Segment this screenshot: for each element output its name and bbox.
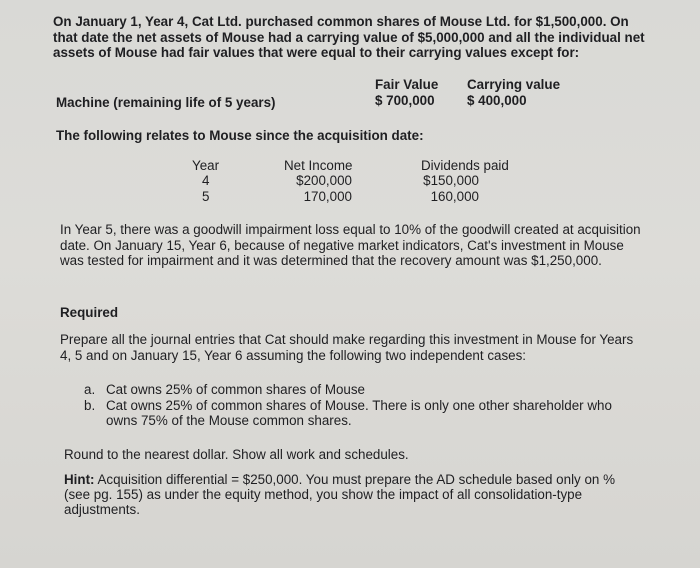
machine-fair-value: $ 700,000 <box>375 93 435 108</box>
prepare-paragraph: Prepare all the journal entries that Cat should make regarding this investment in Mouse for Years 4, 5 and on January 15, Year 6 assuming the following two independent cases: <box>60 332 634 363</box>
case-item <box>84 382 644 398</box>
dividends-cell: $150,000 <box>423 173 479 189</box>
year-cell: 5 <box>202 188 210 204</box>
net-income-header: Net Income <box>284 158 353 173</box>
carrying-value-header: Carrying value <box>467 77 561 92</box>
case-text: Cat owns 25% of common shares of Mouse. There is only one other shareholder who owns 75% of the Mouse common shares. <box>106 397 612 428</box>
net-income-cell: $200,000 <box>296 173 352 189</box>
impairment-paragraph: In Year 5, there was a goodwill impairment loss equal to 10% of the goodwill created at acquisition date. On January 15, Year 6, because of negative market indicators, Cat's investment in Mouse was tested for impairment and it was determined that the recovery amount was $1,250,000. <box>60 222 641 268</box>
case-marker: a. <box>84 382 96 397</box>
year-cell: 4 <box>202 173 210 189</box>
hint-label: Hint: <box>64 472 95 487</box>
machine-carrying-value: $ 400,000 <box>467 93 527 108</box>
case-marker: b. <box>84 397 96 413</box>
hint-paragraph <box>64 472 644 517</box>
relates-heading: The following relates to Mouse since the acquisition date: <box>56 128 424 143</box>
required-heading: Required <box>60 305 119 320</box>
case-text: Cat owns 25% of common shares of Mouse <box>106 382 366 397</box>
cases-list <box>84 382 644 429</box>
dividends-column <box>421 158 509 204</box>
machine-row-label: Machine (remaining life of 5 years) <box>56 95 276 110</box>
net-income-column <box>284 158 352 204</box>
dividends-cell: 160,000 <box>430 188 479 204</box>
dividends-header: Dividends paid <box>421 158 509 173</box>
intro-paragraph: On January 1, Year 4, Cat Ltd. purchased common shares of Mouse Ltd. for $1,500,000. On that date the net assets of Mouse had a carrying value of $5,000,000 and all the individual net assets of Mouse had fair values that were equal to their carrying values except for: <box>53 14 645 60</box>
year-header: Year <box>192 158 220 173</box>
hint-text: Acquisition differential = $250,000. You must prepare the AD schedule based only on % (see pg. 155) as under the equity method, you show the impact of all consolidation-type adjustments. <box>64 472 615 517</box>
net-income-cell: 170,000 <box>303 188 352 204</box>
year-column <box>192 158 219 204</box>
fair-value-header: Fair Value <box>375 77 439 92</box>
case-item <box>84 398 644 429</box>
round-note: Round to the nearest dollar. Show all work and schedules. <box>64 447 409 462</box>
